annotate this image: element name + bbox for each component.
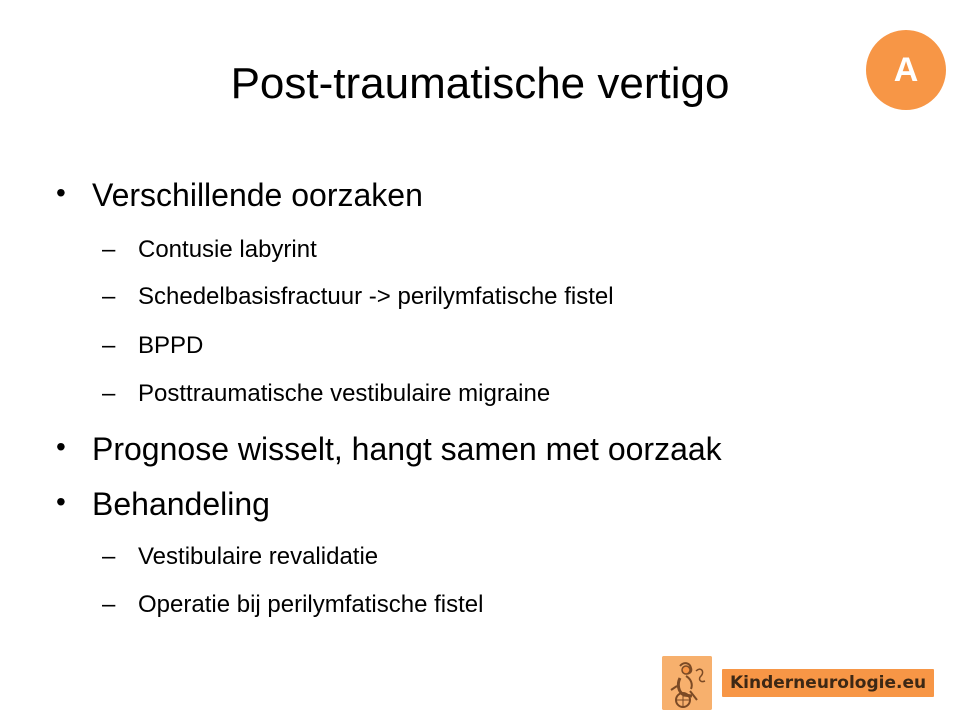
subbullet-text: Schedelbasisfractuur -> perilymfatische fistel: [138, 283, 614, 310]
bullet-text: Prognose wisselt, hangt samen met oorzaak: [92, 431, 722, 467]
subbullet-marker: –: [102, 236, 116, 263]
child-neurology-logo-icon: [662, 656, 712, 710]
bullet-marker: •: [56, 486, 66, 517]
subbullet-text: Posttraumatische vestibulaire migraine: [138, 380, 551, 407]
bullet-text: Behandeling: [92, 486, 270, 522]
bullet-text: Verschillende oorzaken: [92, 177, 423, 213]
subbullet-text: BPPD: [138, 332, 204, 359]
site-logo: [662, 656, 930, 710]
subbullet-marker: –: [102, 380, 116, 407]
site-name-label: Kinderneurologie.eu: [722, 669, 934, 697]
subbullet-marker: –: [102, 283, 116, 310]
bullet-marker: •: [56, 177, 66, 208]
subbullet-marker: –: [102, 591, 116, 618]
bullet-marker: •: [56, 431, 66, 462]
subbullet-text: Contusie labyrint: [138, 236, 317, 263]
subbullet-marker: –: [102, 543, 116, 570]
subbullet-text: Operatie bij perilymfatische fistel: [138, 591, 484, 618]
subbullet-marker: –: [102, 332, 116, 359]
section-badge: A: [866, 30, 946, 110]
subbullet-text: Vestibulaire revalidatie: [138, 543, 379, 570]
slide-title: Post-traumatische vertigo: [230, 59, 730, 108]
